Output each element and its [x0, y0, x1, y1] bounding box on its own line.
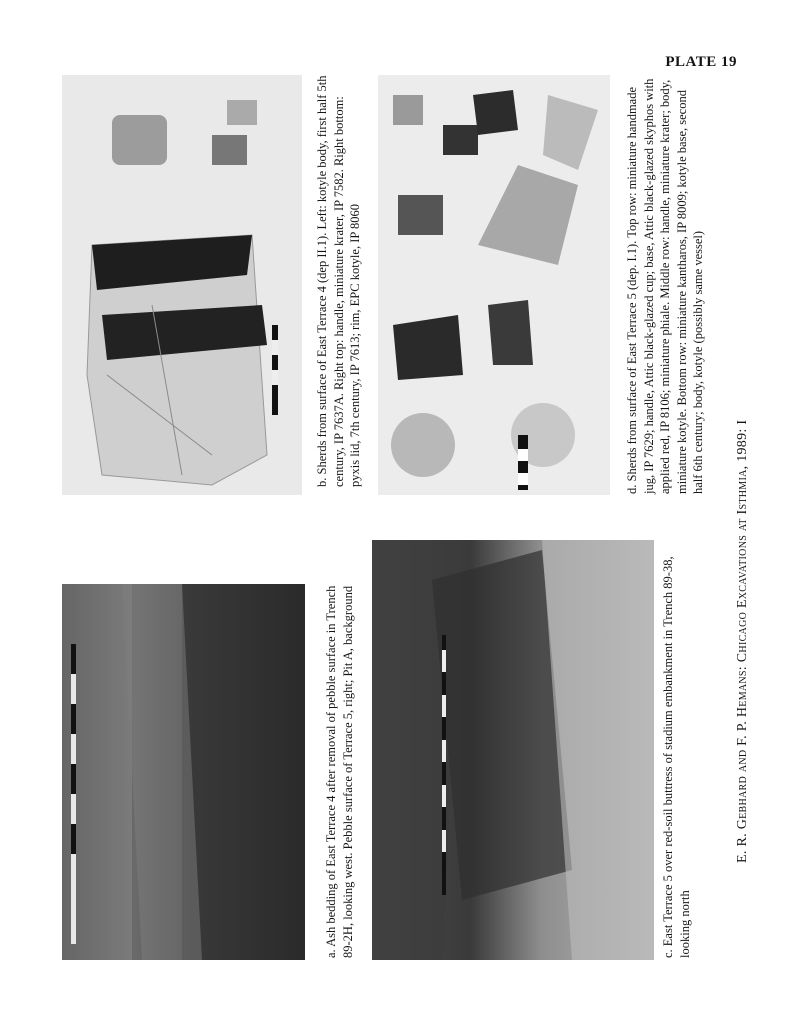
plate-label: PLATE 19 — [665, 54, 737, 70]
plate-footer — [735, 63, 757, 863]
footer-title: Chicago Excavations at Isthmia, 1989: I — [735, 419, 750, 663]
photo-b-sherds-terrace-4 — [62, 75, 302, 495]
caption-d: d. Sherds from surface of East Terrace 5 (dep. I.1). Top row: miniature handmade jug, IP 7629; handle, Attic black-glazed cup; base, Attic black-glazed skyphos with applied red, IP 8106; miniature phiale. Middle row: handle, miniature krater; body, miniature kotyle. Bottom row: miniature kantharos, IP 8009; kotyle base, second half 6th century; body, kotyle (possibly same vessel) — [625, 78, 705, 494]
caption-b: b. Sherds from surface of East Terrace 4 (dep II.1). Left: kotyle body, first half 5th century, IP 7637A. Right top: handle, miniature krater, IP 7582. Right bottom: pyxis lid, 7th century, IP 7613; rim, EPC kotyle, IP 8060 — [315, 75, 362, 487]
caption-a: a. Ash bedding of East Terrace 4 after removal of pebble surface in Trench 89-2H, looking west. Pebble surface of Terrace 5, right; Pit A, background — [324, 585, 355, 958]
caption-c: c. East Terrace 5 over red-soil buttress of stadium embankment in Trench 89-38, looking north — [661, 556, 692, 958]
photo-c-east-terrace-5 — [372, 540, 654, 960]
photo-d-sherds-terrace-5 — [378, 75, 610, 495]
footer-authors: E. R. Gebhard and F. P. Hemans: — [735, 666, 750, 863]
photo-a-ash-bedding — [62, 584, 305, 960]
